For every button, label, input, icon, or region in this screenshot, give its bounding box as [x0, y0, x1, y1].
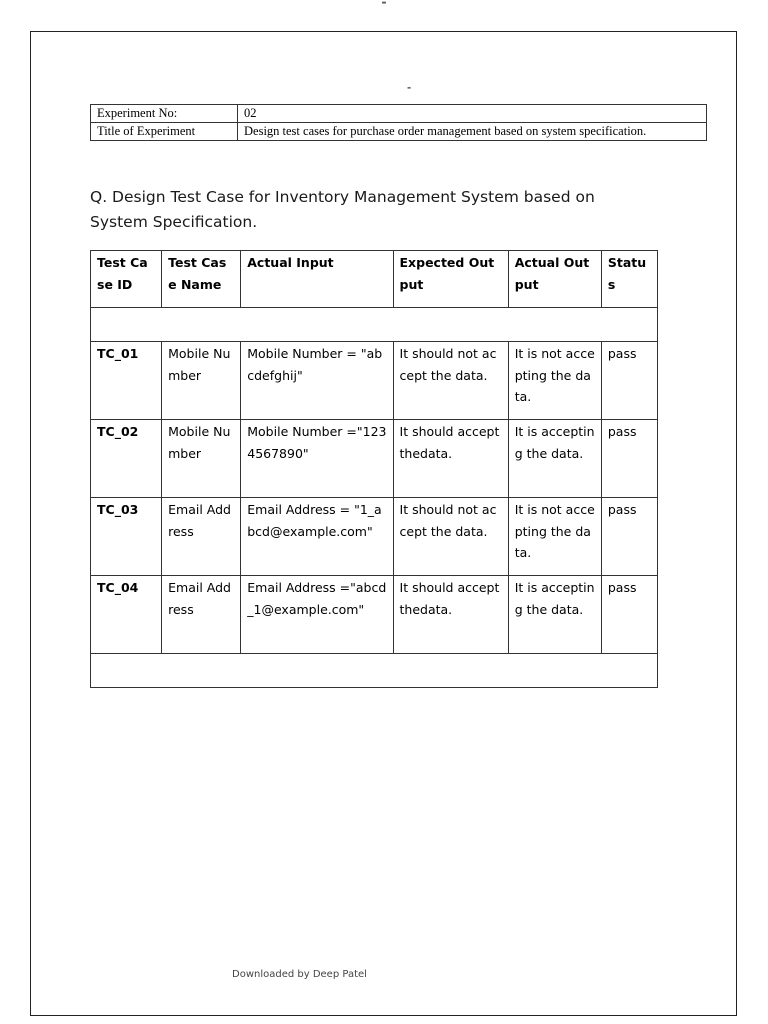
cell-status: pass	[601, 342, 657, 420]
cell-actual: It is not accepting the data.	[508, 498, 601, 576]
cell-expected: It should not accept the data.	[393, 342, 508, 420]
cell-id: TC_01	[91, 342, 162, 420]
experiment-title-row	[91, 123, 707, 141]
empty-row	[91, 654, 658, 688]
cell-name: Mobile Number	[162, 420, 241, 498]
experiment-title-label: Title of Experiment	[91, 123, 238, 141]
experiment-no-row	[91, 105, 707, 123]
cell-actual: It is accepting the data.	[508, 576, 601, 654]
cell-expected: It should accept thedata.	[393, 420, 508, 498]
cell-input: Mobile Number ="1234567890"	[241, 420, 393, 498]
cell-status: pass	[601, 498, 657, 576]
header-actual-input: Actual Input	[241, 251, 393, 308]
experiment-no-label: Experiment No:	[91, 105, 238, 123]
header-status: Status	[601, 251, 657, 308]
cell-name: Email Address	[162, 576, 241, 654]
cell-name: Mobile Number	[162, 342, 241, 420]
table-row	[91, 498, 658, 576]
experiment-info-table	[90, 104, 707, 141]
header-mark: ▬	[381, 0, 387, 6]
cell-actual: It is not accepting the data.	[508, 342, 601, 420]
empty-row	[91, 308, 658, 342]
download-footer: Downloaded by Deep Patel	[232, 969, 367, 980]
header-test-case-id: Test Case ID	[91, 251, 162, 308]
cell-expected: It should not accept the data.	[393, 498, 508, 576]
cell-expected: It should accept thedata.	[393, 576, 508, 654]
cell-input: Email Address = "1_abcd@example.com"	[241, 498, 393, 576]
table-row	[91, 420, 658, 498]
experiment-no-value: 02	[238, 105, 707, 123]
table-row	[91, 576, 658, 654]
cell-status: pass	[601, 420, 657, 498]
cell-id: TC_02	[91, 420, 162, 498]
experiment-title-value: Design test cases for purchase order management based on system specification.	[238, 123, 707, 141]
header-test-case-name: Test Case Name	[162, 251, 241, 308]
header-expected-output: Expected Output	[393, 251, 508, 308]
cell-input: Email Address ="abcd_1@example.com"	[241, 576, 393, 654]
cell-name: Email Address	[162, 498, 241, 576]
cell-id: TC_04	[91, 576, 162, 654]
table-row	[91, 342, 658, 420]
table-header-row	[91, 251, 658, 308]
document-page	[30, 31, 737, 1016]
cell-status: pass	[601, 576, 657, 654]
page-mark: ▬	[407, 85, 411, 90]
cell-id: TC_03	[91, 498, 162, 576]
test-case-table	[90, 250, 658, 688]
header-actual-output: Actual Output	[508, 251, 601, 308]
cell-input: Mobile Number = "abcdefghij"	[241, 342, 393, 420]
cell-actual: It is accepting the data.	[508, 420, 601, 498]
question-heading: Q. Design Test Case for Inventory Management System based on System Specification.	[90, 188, 595, 231]
